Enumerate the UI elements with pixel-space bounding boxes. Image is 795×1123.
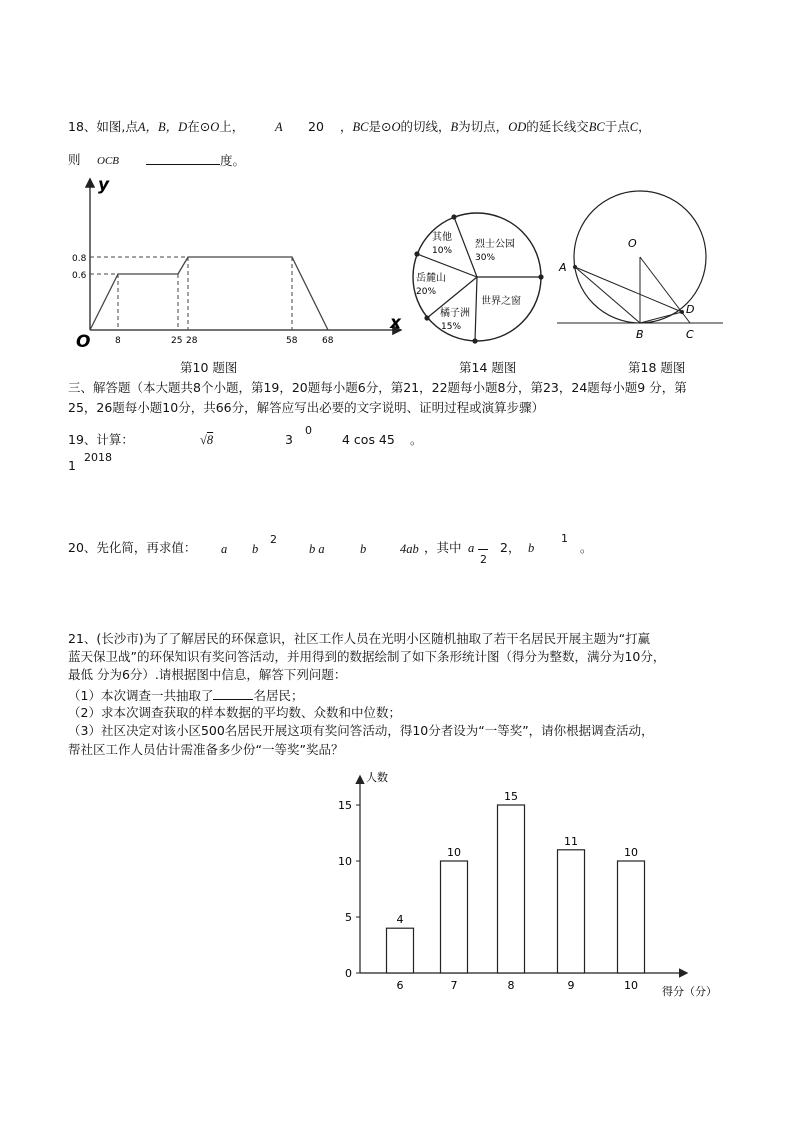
answer-blank[interactable]	[213, 687, 253, 700]
pie-divider	[475, 277, 477, 341]
bar-9	[558, 850, 585, 973]
q21-sub3b: 帮社区工作人员估计需准备多少份“一等奖”奖品？	[68, 742, 344, 757]
x-axis-label: x	[390, 313, 401, 333]
q18-line2	[68, 152, 81, 168]
pie-dot	[451, 214, 456, 219]
bar-value-label: 11	[564, 834, 578, 848]
figure-10	[70, 170, 410, 355]
q18-text: 18、如图,点	[68, 119, 138, 134]
q18-line1b	[340, 119, 651, 135]
q21-sub1-text: 名居民；	[253, 688, 304, 703]
label-a: A	[559, 261, 567, 274]
fig10-caption: 第10 题图	[180, 360, 238, 375]
bar-value-label: 10	[447, 846, 461, 859]
q19-label: 19、计算：	[68, 432, 134, 447]
q18-text: 为切点，	[458, 119, 509, 134]
section3-line2: 25，26题每小题10分，共66分，解答应写出必要的文字说明、证明过程或演算步骤）	[68, 400, 545, 415]
q19-exp: 2018	[84, 451, 112, 464]
q20-4ab: 4ab	[400, 542, 419, 556]
x-tick-label: 7	[450, 979, 458, 992]
bar-chart	[330, 765, 750, 1005]
pie-dot	[538, 274, 543, 279]
q19-sqrt: √8	[200, 433, 214, 447]
y-tick-06: 0.6	[72, 271, 87, 281]
q21-sub1	[68, 687, 303, 704]
figure-14-pie	[405, 210, 550, 345]
q20-b3: b	[528, 541, 535, 555]
q18-text: 的延长线交	[526, 119, 589, 134]
answer-blank[interactable]	[146, 152, 220, 165]
y-tick-08: 0.8	[72, 254, 87, 264]
label-c: C	[686, 328, 694, 341]
figure-18-geometry	[555, 185, 730, 345]
q18-text: 则	[68, 152, 81, 167]
q20-square: 2	[270, 533, 277, 546]
pie-divider	[454, 217, 477, 277]
q19-cos: 4 cos 45	[342, 432, 395, 447]
x-tick-label: 10	[624, 979, 638, 992]
q21-line1: 21、(长沙市)为了了解居民的环保意识，社区工作人员在光明小区随机抽取了若干名居民开展主题为“打赢	[68, 631, 651, 646]
bar-value-label: 15	[504, 790, 518, 803]
q20-a2: a	[468, 541, 475, 555]
line-ad	[575, 267, 682, 312]
pie-dot	[424, 315, 429, 320]
slice-label-yuelu: 岳麓山	[416, 273, 446, 284]
q20-b-value: 1	[561, 532, 568, 545]
q19-zero-exp: 0	[305, 424, 312, 437]
x-tick-label: 6	[396, 979, 404, 992]
label-b: B	[636, 328, 644, 341]
q19-one: 1	[68, 458, 76, 473]
point-d	[680, 310, 684, 314]
q18-od: OD	[508, 120, 527, 134]
label-d: D	[686, 303, 695, 316]
x-tick-8: 8	[115, 336, 121, 346]
x-tick-label: 8	[507, 979, 515, 992]
label-o: O	[628, 237, 637, 250]
slice-label-other: 其他	[432, 232, 452, 243]
pie-dot	[472, 338, 477, 343]
y-tick-label: 5	[345, 911, 352, 924]
q18-text: 于点	[604, 119, 630, 134]
q21-sub1-text: （1）本次调查一共抽取了	[68, 688, 214, 703]
x-tick-68: 68	[322, 336, 334, 346]
q18-angle-value: 20	[308, 119, 324, 134]
pie-dot	[414, 251, 419, 256]
slice-label-martyrs-park: 烈士公园	[475, 239, 515, 250]
y-tick-label: 10	[338, 855, 352, 868]
q20-val2: 2，	[500, 540, 521, 555]
q21-sub2: （2）求本次调查获取的样本数据的平均数、众数和中位数；	[68, 705, 401, 720]
slice-pct-orange-isle: 15%	[441, 322, 462, 332]
q20-half-den: 2	[480, 553, 487, 566]
q18-o: O	[210, 120, 220, 134]
bar-value-label: 4	[396, 913, 404, 927]
y-axis-label: y	[98, 175, 110, 195]
q20-ba: b a	[309, 542, 325, 556]
y-tick-label: 0	[345, 967, 352, 980]
slice-pct-yuelu: 20%	[416, 287, 437, 297]
chart-y-label: 人数	[366, 771, 388, 784]
q18-text: 在⊙	[187, 119, 211, 134]
q20-frac-line	[478, 549, 488, 550]
q19-three: 3	[285, 432, 293, 447]
bar-8	[498, 805, 525, 973]
q18-ocb: OCB	[97, 155, 119, 167]
q19-end: 。	[410, 432, 423, 447]
x-tick-label: 9	[567, 979, 575, 992]
q18-c: C	[629, 120, 639, 134]
q18-bc: BC	[352, 120, 369, 134]
x-tick-28: 28	[186, 336, 198, 346]
q20-end: 。	[580, 540, 593, 555]
section3-line1: 三、解答题（本大题共8个小题，第19，20题每小题6分，第21，22题每小题8分，第23，24题每小题9 分，第	[68, 380, 687, 395]
origin-label: O	[76, 332, 91, 352]
q18-points: A，B，D	[137, 120, 188, 134]
q20-a: a	[221, 542, 228, 556]
q18-answer	[146, 152, 245, 169]
chart-x-label: 得分（分）	[662, 985, 717, 998]
q20-b2: b	[360, 542, 367, 556]
slice-label-window: 世界之窗	[481, 296, 521, 307]
q18-text: 上，	[219, 119, 245, 134]
q18-text: 度。	[220, 153, 246, 168]
point-a	[573, 265, 577, 269]
q18-o: O	[391, 120, 401, 134]
q19-sqrt-value: 8	[206, 433, 214, 447]
q18-bc: BC	[588, 120, 605, 134]
q18-text: 的切线，	[400, 119, 451, 134]
bar-6	[387, 928, 414, 973]
q18-b: B	[450, 120, 459, 134]
slice-pct-other: 10%	[432, 246, 453, 256]
x-tick-58: 58	[286, 336, 298, 346]
y-tick-label: 15	[338, 799, 352, 812]
q21-sub3a: （3）社区决定对该小区500名居民开展这项有奖问答活动，得10分者设为“一等奖”，请你根据调查活动，	[68, 723, 654, 738]
q18-text: 是⊙	[368, 119, 392, 134]
x-tick-25: 25	[171, 336, 183, 346]
q21-line2: 蓝天保卫战”的环保知识有奖问答活动，并用得到的数据绘制了如下条形统计图（得分为整数，满分为10分，	[68, 649, 666, 664]
bar-7	[441, 861, 468, 973]
bar-value-label: 10	[624, 846, 638, 859]
q18-line1	[68, 119, 244, 135]
q18-text: ，	[638, 119, 651, 134]
q18-angle-a: A	[275, 120, 283, 134]
q20-label: 20、先化简，再求值：	[68, 540, 197, 555]
slice-pct-martyrs-park: 30%	[475, 253, 496, 263]
q21-line3: 最低 分为6分）.请根据图中信息，解答下列问题：	[68, 667, 347, 682]
q18-text: ，	[340, 119, 353, 134]
q20-b: b	[252, 542, 259, 556]
fig18-caption: 第18 题图	[628, 360, 686, 375]
line-bd	[640, 312, 682, 323]
bar-10	[618, 861, 645, 973]
slice-label-orange-isle: 橘子洲	[440, 308, 470, 319]
q20-mid: ，其中	[424, 540, 462, 555]
fig14-caption: 第14 题图	[459, 360, 517, 375]
